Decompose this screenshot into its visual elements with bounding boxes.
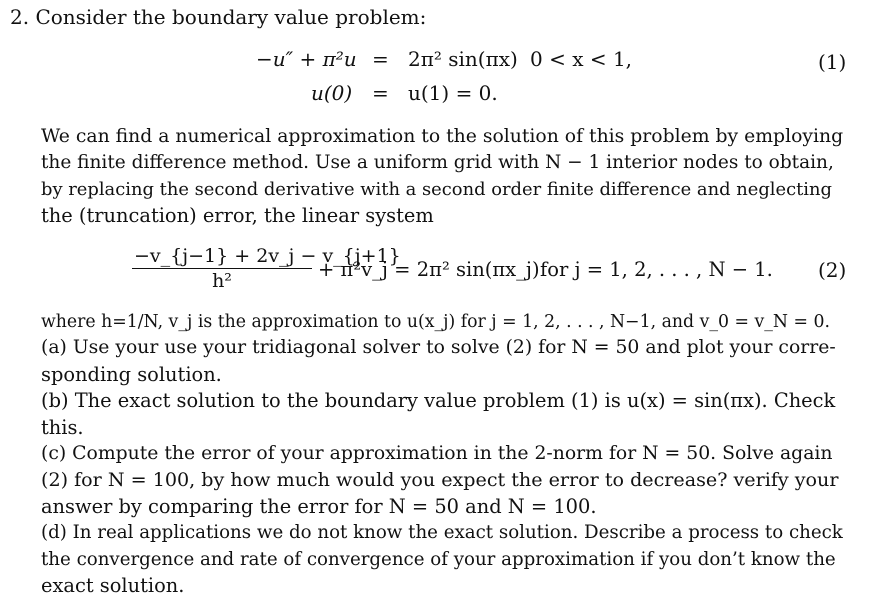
intro-paragraph [41, 124, 843, 230]
intro-line: the (truncation) error, the linear system [41, 204, 434, 228]
question-d-line: (d) In real applications we do not know the exact solution. Describe a process to check [41, 522, 843, 544]
question-d-line: exact solution. [41, 574, 185, 598]
eq2-rest: + π²v_j = 2π² sin(πx_j) [318, 258, 540, 281]
eq1-row2-lhs: u(0) [311, 81, 353, 105]
question-c-line: (2) for N = 100, by how much would you expect the error to decrease? verify your [41, 468, 839, 492]
question-b-line: this. [41, 415, 84, 439]
eq2-denominator: h² [212, 270, 232, 292]
eq1-row1-lhs: −u″ + π²u [256, 47, 357, 71]
question-b-line: (b) The exact solution to the boundary value problem (1) is u(x) = sin(πx). Check [41, 389, 836, 413]
intro-line: We can find a numerical approximation to the solution of this problem by employing [41, 126, 844, 147]
question-a-line: (a) Use your use your tridiagonal solver to solve (2) for N = 50 and plot your corre- [41, 337, 836, 359]
question-c-line: answer by comparing the error for N = 50 and N = 100. [41, 494, 597, 518]
question-a-line: sponding solution. [41, 362, 222, 386]
body-line: where h=1/N, v_j is the approximation to u(x_j) for j = 1, 2, . . . , N−1, and v_0 = v_N = 0. [41, 312, 830, 332]
intro-line: by replacing the second derivative with a second order finite difference and neglecting [41, 178, 833, 200]
questions-paragraph [41, 309, 843, 599]
question-c-line: (c) Compute the error of your approximation in the 2-norm for N = 50. Solve again [41, 443, 833, 465]
eq2-condition: for j = 1, 2, . . . , N − 1. [540, 258, 773, 281]
eq2-numerator: −v_{j−1} + 2v_j − v_{j+1} [134, 245, 401, 267]
eq2-label: (2) [818, 258, 847, 282]
eq1-row1-rhs: 2π² sin(πx) [408, 47, 518, 71]
eq1-row2-equals: = [372, 81, 389, 105]
eq1-label: (1) [818, 50, 847, 74]
eq1-row2-rhs: u(1) = 0. [408, 81, 498, 105]
eq1-row1-condition: 0 < x < 1, [530, 47, 633, 71]
intro-line: the finite difference method. Use a uniform grid with N − 1 interior nodes to obtain, [41, 152, 834, 174]
eq1-row1-equals: = [372, 47, 389, 71]
problem-heading: 2. Consider the boundary value problem: [10, 5, 427, 29]
question-d-line: the convergence and rate of convergence of your approximation if you don’t know the [41, 548, 836, 570]
eq2-fraction [132, 244, 401, 293]
